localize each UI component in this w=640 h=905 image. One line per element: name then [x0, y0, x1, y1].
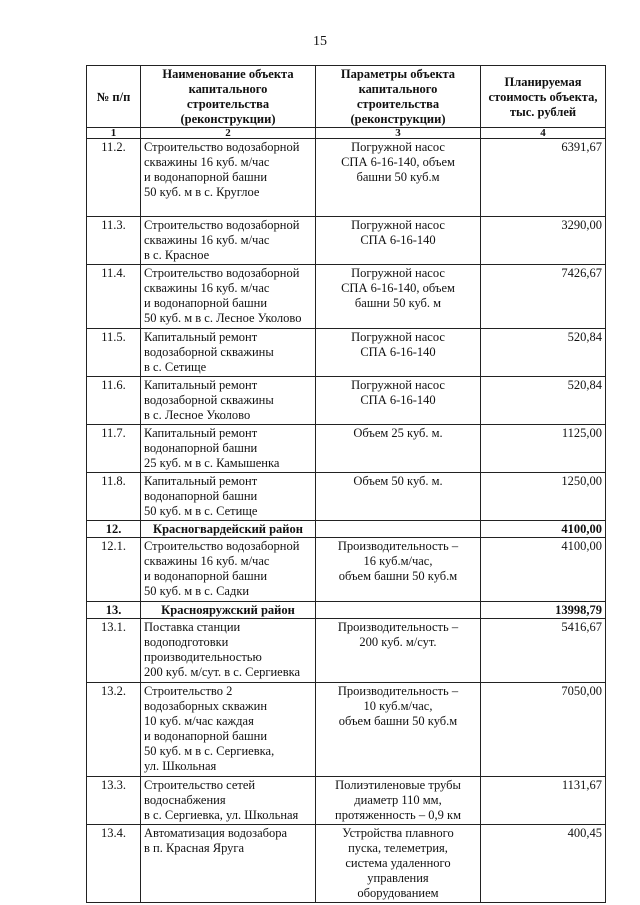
- text-line: 50 куб. м в с. Сетище: [144, 504, 258, 518]
- object-name: [141, 265, 316, 329]
- object-name: [141, 139, 316, 217]
- text-line: водоподготовки: [144, 635, 229, 649]
- object-cost: 5416,67: [481, 619, 606, 683]
- table-row: [87, 329, 606, 377]
- text-line: 16 куб.м/час,: [363, 554, 433, 568]
- object-cost: 6391,67: [481, 139, 606, 217]
- object-name: [141, 377, 316, 425]
- text-line: производительностью: [144, 650, 262, 664]
- text-line: тыс. рублей: [509, 104, 577, 119]
- text-line: и водонапорной башни: [144, 569, 268, 583]
- object-params: [316, 473, 481, 521]
- text-line: СПА 6-16-140: [360, 233, 436, 247]
- column-number: 1: [87, 128, 141, 139]
- object-cost: 520,84: [481, 329, 606, 377]
- text-line: водозаборных скважин: [144, 699, 268, 713]
- text-line: в с. Красное: [144, 248, 210, 262]
- header-cost: [481, 66, 606, 128]
- text-line: стоимость объекта,: [488, 89, 598, 104]
- object-name: [141, 777, 316, 825]
- object-cost: 1125,00: [481, 425, 606, 473]
- text-line: 25 куб. м в с. Камышенка: [144, 456, 280, 470]
- text-line: капитального: [188, 82, 268, 96]
- object-cost: 7426,67: [481, 265, 606, 329]
- object-cost: 7050,00: [481, 683, 606, 777]
- header-no: № п/п: [87, 66, 141, 128]
- row-number: 11.6.: [87, 377, 141, 425]
- table-row: [87, 825, 606, 903]
- text-line: Погружной насос: [351, 330, 445, 344]
- row-number: 13.: [87, 602, 141, 619]
- object-params: [316, 602, 481, 619]
- row-number: 11.4.: [87, 265, 141, 329]
- text-line: в с. Сергиевка, ул. Школьная: [144, 808, 299, 822]
- text-line: пуска, телеметрия,: [348, 841, 448, 855]
- object-name: [141, 825, 316, 903]
- row-number: 11.5.: [87, 329, 141, 377]
- object-params: [316, 217, 481, 265]
- object-cost: 1250,00: [481, 473, 606, 521]
- text-line: Полиэтиленовые трубы: [335, 778, 461, 792]
- object-params: [316, 521, 481, 538]
- text-line: управления: [367, 871, 429, 885]
- object-name: [141, 425, 316, 473]
- row-number: 13.2.: [87, 683, 141, 777]
- text-line: 10 куб. м/час каждая: [144, 714, 254, 728]
- text-line: водонапорной башни: [144, 441, 258, 455]
- text-line: Поставка станции: [144, 620, 241, 634]
- object-params: [316, 265, 481, 329]
- text-line: Производительность –: [337, 539, 459, 553]
- object-name: [141, 683, 316, 777]
- text-line: строительства: [356, 97, 440, 111]
- object-cost: 3290,00: [481, 217, 606, 265]
- text-line: Строительство водозаборной: [144, 539, 300, 553]
- object-cost: 4100,00: [481, 538, 606, 602]
- district-total-cost: 4100,00: [481, 521, 606, 538]
- text-line: Наименование объекта: [162, 67, 294, 81]
- section-row: [87, 521, 606, 538]
- objects-table: [86, 65, 606, 903]
- row-number: 13.4.: [87, 825, 141, 903]
- object-cost: 400,45: [481, 825, 606, 903]
- text-line: Капитальный ремонт: [144, 378, 258, 392]
- object-params: [316, 825, 481, 903]
- table-row: [87, 473, 606, 521]
- object-params: [316, 139, 481, 217]
- object-name: [141, 329, 316, 377]
- table-body: [87, 139, 606, 903]
- text-line: 200 куб. м/сут. в с. Сергиевка: [144, 665, 301, 679]
- object-cost: 520,84: [481, 377, 606, 425]
- table-row: [87, 538, 606, 602]
- text-line: Погружной насос: [351, 218, 445, 232]
- object-params: [316, 538, 481, 602]
- text-line: Параметры объекта: [340, 67, 456, 81]
- text-line: 50 куб. м в с. Круглое: [144, 185, 260, 199]
- text-line: 50 куб. м в с. Лесное Уколово: [144, 311, 302, 325]
- text-line: в п. Красная Яруга: [144, 841, 245, 855]
- table-row: [87, 777, 606, 825]
- text-line: Капитальный ремонт: [144, 330, 258, 344]
- object-params: [316, 329, 481, 377]
- text-line: водозаборной скважины: [144, 345, 274, 359]
- text-line: башни 50 куб. м: [354, 296, 442, 310]
- district-name: [141, 521, 316, 538]
- object-params: [316, 777, 481, 825]
- text-line: СПА 6-16-140: [360, 345, 436, 359]
- text-line: (реконструкции): [350, 112, 446, 126]
- text-line: Погружной насос: [351, 140, 445, 154]
- table-row: [87, 683, 606, 777]
- text-line: Строительство сетей: [144, 778, 256, 792]
- row-number: 11.3.: [87, 217, 141, 265]
- district-total-cost: 13998,79: [481, 602, 606, 619]
- header-params: [316, 66, 481, 128]
- text-line: и водонапорной башни: [144, 296, 268, 310]
- object-name: [141, 473, 316, 521]
- text-line: Устройства плавного: [342, 826, 454, 840]
- object-params: [316, 683, 481, 777]
- column-number: 3: [316, 128, 481, 139]
- text-line: система удаленного: [345, 856, 451, 870]
- text-line: Краснояружский район: [161, 603, 295, 617]
- text-line: СПА 6-16-140, объем: [341, 281, 455, 295]
- row-number: 12.1.: [87, 538, 141, 602]
- text-line: Объем 25 куб. м.: [353, 426, 443, 440]
- text-line: водонапорной башни: [144, 489, 258, 503]
- table-row: [87, 619, 606, 683]
- text-line: Погружной насос: [351, 266, 445, 280]
- column-number: 4: [481, 128, 606, 139]
- text-line: Строительство 2: [144, 684, 233, 698]
- row-number: 12.: [87, 521, 141, 538]
- text-line: Автоматизация водозабора: [144, 826, 288, 840]
- text-line: Строительство водозаборной: [144, 218, 300, 232]
- text-line: Планируемая: [504, 74, 582, 89]
- object-name: [141, 217, 316, 265]
- column-numbers-row: [87, 128, 606, 139]
- text-line: 200 куб. м/сут.: [359, 635, 437, 649]
- text-line: (реконструкции): [180, 112, 276, 126]
- section-row: [87, 602, 606, 619]
- text-line: Капитальный ремонт: [144, 426, 258, 440]
- text-line: в с. Лесное Уколово: [144, 408, 251, 422]
- district-name: [141, 602, 316, 619]
- text-line: скважины 16 куб. м/час: [144, 281, 270, 295]
- text-line: объем башни 50 куб.м: [338, 714, 458, 728]
- row-number: 13.3.: [87, 777, 141, 825]
- text-line: башни 50 куб.м: [356, 170, 440, 184]
- text-line: диаметр 110 мм,: [354, 793, 442, 807]
- object-params: [316, 425, 481, 473]
- text-line: капитального: [358, 82, 438, 96]
- text-line: 50 куб. м в с. Садки: [144, 584, 250, 598]
- text-line: и водонапорной башни: [144, 729, 268, 743]
- object-params: [316, 619, 481, 683]
- table-row: [87, 265, 606, 329]
- text-line: СПА 6-16-140: [360, 393, 436, 407]
- text-line: объем башни 50 куб.м: [338, 569, 458, 583]
- row-number: 11.2.: [87, 139, 141, 217]
- text-line: скважины 16 куб. м/час: [144, 233, 270, 247]
- text-line: Погружной насос: [351, 378, 445, 392]
- object-params: [316, 377, 481, 425]
- text-line: Объем 50 куб. м.: [353, 474, 443, 488]
- table-header-row: [87, 66, 606, 128]
- text-line: и водонапорной башни: [144, 170, 268, 184]
- row-number: 11.7.: [87, 425, 141, 473]
- text-line: водоснабжения: [144, 793, 226, 807]
- text-line: 50 куб. м в с. Сергиевка,: [144, 744, 275, 758]
- object-cost: 1131,67: [481, 777, 606, 825]
- column-number: 2: [141, 128, 316, 139]
- page-number: 15: [313, 34, 327, 49]
- text-line: Производительность –: [337, 684, 459, 698]
- header-name: [141, 66, 316, 128]
- text-line: Красногвардейский район: [153, 522, 303, 536]
- text-line: СПА 6-16-140, объем: [341, 155, 455, 169]
- text-line: Капитальный ремонт: [144, 474, 258, 488]
- text-line: 10 куб.м/час,: [363, 699, 433, 713]
- text-line: водозаборной скважины: [144, 393, 274, 407]
- text-line: Производительность –: [337, 620, 459, 634]
- text-line: оборудованием: [357, 886, 439, 900]
- object-name: [141, 538, 316, 602]
- table-row: [87, 425, 606, 473]
- text-line: Строительство водозаборной: [144, 140, 300, 154]
- text-line: Строительство водозаборной: [144, 266, 300, 280]
- text-line: протяженность – 0,9 км: [335, 808, 461, 822]
- object-name: [141, 619, 316, 683]
- text-line: строительства: [186, 97, 270, 111]
- table-row: [87, 377, 606, 425]
- text-line: ул. Школьная: [144, 759, 217, 773]
- text-line: скважины 16 куб. м/час: [144, 155, 270, 169]
- table-row: [87, 139, 606, 217]
- table-row: [87, 217, 606, 265]
- row-number: 11.8.: [87, 473, 141, 521]
- text-line: в с. Сетище: [144, 360, 207, 374]
- text-line: скважины 16 куб. м/час: [144, 554, 270, 568]
- row-number: 13.1.: [87, 619, 141, 683]
